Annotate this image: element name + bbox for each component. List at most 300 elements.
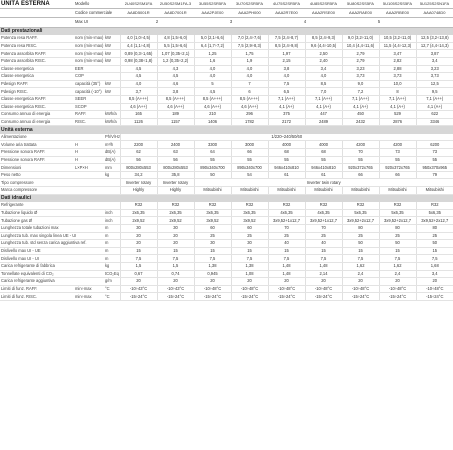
cell-value: 50 [342, 240, 379, 248]
cell-value: 15 [157, 247, 194, 255]
cell-value: 55 [416, 156, 453, 164]
merged-value: Inverter twin rotary [194, 179, 453, 187]
row-label: Classe energetica [0, 73, 74, 81]
cell-value: 30 [194, 240, 231, 248]
cell-value: 25 [194, 232, 231, 240]
row-unit: SEER [74, 95, 104, 103]
cell-value: 3x9,52+2x12,7 [379, 217, 416, 225]
cell-value: 2432 [342, 118, 379, 126]
cell-value: 7,5 [268, 255, 305, 263]
code-row [0, 9, 453, 18]
row-unit [74, 179, 104, 187]
row-label: Dislivello max UI - UE [0, 247, 74, 255]
cell-value: 61 [268, 171, 305, 179]
cell-value: 1,5 [120, 262, 157, 270]
table-row [0, 111, 453, 119]
cell-value: 2x9,52 [157, 217, 194, 225]
cell-value: 6200 [416, 141, 453, 149]
cell-value: -10÷48°C [342, 285, 379, 293]
cell-value: 3,4 [305, 65, 342, 73]
table-row [0, 134, 453, 141]
cell-value: 3,47 [379, 50, 416, 58]
cell-value: 1,08 [231, 270, 268, 278]
table-row [0, 156, 453, 164]
cell-value: -10÷48°C [194, 285, 231, 293]
cell-value: -15÷24°C [305, 293, 342, 301]
cell-value: -15÷24°C [231, 293, 268, 301]
header-value: 4U85S2SR5FA [305, 0, 342, 9]
table-row [0, 149, 453, 157]
cell-value: 68 [305, 149, 342, 157]
cell-value: 20 [194, 278, 231, 286]
table-row [0, 285, 453, 293]
row-unit-2: m [104, 240, 120, 248]
cell-value: 2172 [268, 118, 305, 126]
cell-value: 4,1 (A+) [379, 103, 416, 111]
row-label: Pdesign RISC. [0, 88, 74, 96]
cell-value: 2,50 [305, 50, 342, 58]
row-unit-2: m [104, 255, 120, 263]
cell-value: -15÷24°C [194, 293, 231, 301]
row-unit: RISC. [74, 118, 104, 126]
cell-value: 20 [379, 278, 416, 286]
header-value: AAA2PJE00 [194, 9, 231, 18]
cell-value: 7,0 (2,4÷7,6) [231, 35, 268, 42]
row-unit-2 [104, 73, 120, 81]
cell-value: 55 [231, 156, 268, 164]
cell-value: 15 [416, 247, 453, 255]
row-label: Potenza resa RISC. [0, 42, 74, 50]
cell-value: 946x410x810 [268, 164, 305, 172]
cell-value: R32 [342, 202, 379, 209]
cell-value: 20 [120, 232, 157, 240]
cell-value: -15÷24°C [120, 293, 157, 301]
cell-value: 2489 [305, 118, 342, 126]
cell-value: 15 [305, 247, 342, 255]
cell-value: 5,0 (2,1÷6,6) [194, 35, 231, 42]
cell-value: 189 [157, 111, 194, 119]
cell-value: 12,5 [416, 80, 453, 88]
cell-value: 3x9,52+2x12,7 [416, 217, 453, 225]
cell-value: 1,68 [416, 262, 453, 270]
cell-value: 6,4 (1,7÷7,2) [194, 42, 231, 50]
table-row [0, 278, 453, 286]
cell-value: 3,7 [120, 88, 157, 96]
row-label: Limiti di funz. RAFF. [0, 285, 74, 293]
cell-value: 12,7 (4,4÷14,3) [416, 42, 453, 50]
cell-value: 950x370x965 [416, 164, 453, 172]
cell-value: 3x6,35 [194, 209, 231, 217]
cell-value: 7,5 [157, 255, 194, 263]
row-unit: min÷max [74, 293, 104, 301]
table-row [0, 270, 453, 278]
cell-value: 60 [231, 225, 268, 233]
cell-value: 20 [120, 240, 157, 248]
cell-value: 80 [379, 225, 416, 233]
row-label: Pressione sonora RAFF. [0, 149, 74, 157]
row-unit [74, 247, 104, 255]
cell-value: 4x6,35 [305, 209, 342, 217]
cell-value: 7,1 (A++) [305, 95, 342, 103]
row-label: Tubazione liquido Ø [0, 209, 74, 217]
cell-value: 10,0 [379, 80, 416, 88]
table-row [0, 73, 453, 81]
cell-value: Mitsubishi [416, 187, 453, 195]
cell-value: 4,6 (A++) [120, 103, 157, 111]
cell-value: 20 [120, 278, 157, 286]
row-unit-2 [104, 202, 120, 209]
table-row [0, 103, 453, 111]
row-unit [74, 187, 104, 195]
cell-value: 4,5 [157, 73, 194, 81]
row-unit-2: g/m [104, 278, 120, 286]
row-unit-2: kW [104, 50, 120, 58]
row-unit-2: kW [104, 57, 120, 65]
row-label: Carica refrigerante di fabbrica [0, 262, 74, 270]
cell-value: 55 [379, 156, 416, 164]
cell-value: 80 [416, 225, 453, 233]
cell-value: 4,8 (1,5÷6,0) [157, 35, 194, 42]
cell-value: 5 [194, 80, 231, 88]
cell-value: 1,6 [194, 57, 231, 65]
cell-value: 920x372x765 [342, 164, 379, 172]
cell-value: 15 [379, 247, 416, 255]
row-unit-2 [104, 95, 120, 103]
cell-value: 529 [379, 111, 416, 119]
cell-value: 450 [342, 111, 379, 119]
row-label: Tipo compressore [0, 179, 74, 187]
cell-value: 1,97 [268, 50, 305, 58]
cell-value: 7,2 [342, 88, 379, 96]
blank-cell [0, 18, 74, 27]
cell-value: 3,23 [416, 65, 453, 73]
row-label: Alimentazione [0, 134, 74, 141]
cell-value: 66 [379, 171, 416, 179]
table-row [0, 80, 453, 88]
unit-title: UNITÀ ESTERNA [0, 0, 74, 9]
cell-value: 622 [416, 111, 453, 119]
row-unit-2: dB(A) [104, 156, 120, 164]
row-unit-2: kW [104, 35, 120, 42]
cell-value: 1,38 [194, 262, 231, 270]
cell-value: -10÷48°C [231, 285, 268, 293]
row-label: Lunghezza tub. std senza carica aggiuntiva ref. [1, 240, 87, 246]
cell-value: 165 [120, 111, 157, 119]
table-row [0, 247, 453, 255]
max-ui-value: 2 [120, 18, 194, 27]
cell-value: 8,5 [305, 80, 342, 88]
cell-value: 1126 [120, 118, 157, 126]
cell-value: 4,3 [157, 65, 194, 73]
header-value: AAA2RSE00 [305, 9, 342, 18]
cell-value: R32 [231, 202, 268, 209]
cell-value: 2,15 [268, 57, 305, 65]
row-label: Consumo annuo di energia [0, 118, 74, 126]
header-label: Codice commerciale [74, 9, 120, 18]
row-unit: capacità (-10°) [74, 88, 104, 96]
cell-value: 15 [194, 247, 231, 255]
cell-value: 1,62 [379, 262, 416, 270]
table-row [0, 95, 453, 103]
row-label: Lunghezza totale tubazioni max [0, 225, 74, 233]
table-row [0, 217, 453, 225]
table-row [0, 164, 453, 172]
cell-value: 30 [231, 240, 268, 248]
cell-value: -10÷48°C [305, 285, 342, 293]
header-value: AAA0748D0 [416, 9, 453, 18]
cell-value: 2876 [379, 118, 416, 126]
row-unit: nom (min÷max) [75, 50, 104, 56]
row-label: Consumo annuo di energia [0, 111, 74, 119]
table-row [0, 118, 453, 126]
row-unit [74, 278, 104, 286]
table-row [0, 179, 453, 187]
cell-value: 20 [157, 278, 194, 286]
row-unit: H [74, 141, 104, 149]
header-value: 5U80S2SS5FA [342, 0, 379, 9]
cell-value: 34,2 [120, 171, 157, 179]
cell-value: 3,87 [416, 50, 453, 58]
cell-value: 8 [379, 88, 416, 96]
cell-value: 25 [231, 232, 268, 240]
cell-value: 2x9,52 [120, 217, 157, 225]
row-unit-2: kg [104, 262, 120, 270]
cell-value: 1,38 [231, 262, 268, 270]
cell-value: 79 [416, 171, 453, 179]
row-label: Potenza assorbita RAFF. [0, 50, 74, 58]
cell-value: 6,5 [268, 88, 305, 96]
row-unit-2: dB(A) [104, 149, 120, 157]
cell-value: 2x6,35 [120, 209, 157, 217]
cell-value: 0,67 [120, 270, 157, 278]
cell-value: R32 [416, 202, 453, 209]
cell-value: 7,5 [342, 255, 379, 263]
header-value: 5U125S2SN1FA [416, 0, 453, 9]
section-header [0, 126, 453, 134]
row-unit: EER [74, 65, 104, 73]
section-title: Unità esterna [0, 126, 453, 134]
cell-value: -10÷43°C [120, 285, 157, 293]
section-header [0, 27, 453, 35]
row-unit: H [74, 149, 104, 157]
table-row [0, 35, 453, 42]
cell-value: 73 [416, 149, 453, 157]
cell-value: 20 [157, 232, 194, 240]
cell-value: 4000 [305, 141, 342, 149]
cell-value: 3x9,52+1x12,7 [268, 217, 305, 225]
cell-value: 5x6,35 [416, 209, 453, 217]
row-unit-2: kW [104, 42, 120, 50]
row-label: Dislivello max UI - UI [0, 255, 74, 263]
cell-value: R32 [305, 202, 342, 209]
header-value: AAA2RAE00 [342, 9, 379, 18]
row-label: Potenza assorbita RISC. [0, 57, 74, 65]
cell-value: 4,6 (A++) [231, 103, 268, 111]
cell-value: 25 [268, 232, 305, 240]
cell-value: 4,6 (A++) [157, 103, 194, 111]
cell-value: 64 [194, 149, 231, 157]
cell-value: -15÷24°C [268, 293, 305, 301]
cell-value: 62 [120, 149, 157, 157]
cell-value: 4,5 [120, 73, 157, 81]
cell-value: R32 [268, 202, 305, 209]
cell-value: 3,73 [379, 73, 416, 81]
table-row [0, 262, 453, 270]
table-row [0, 171, 453, 179]
cell-value: 35,8 [157, 171, 194, 179]
cell-value: 4,0 [120, 80, 157, 88]
cell-value: 1,25 [194, 50, 231, 58]
cell-value: -10÷48°C [379, 285, 416, 293]
cell-value: 7,1 (A++) [268, 95, 305, 103]
row-unit [74, 270, 104, 278]
cell-value: 56 [157, 156, 194, 164]
cell-value: 15 [342, 247, 379, 255]
cell-value: 4,0 (1,0÷4,5) [120, 35, 157, 42]
row-label: Tonnellate equivalenti di CO₂ [0, 270, 74, 278]
header-value: 4U75S2SR5FA [268, 0, 305, 9]
cell-value: 1,9 [231, 57, 268, 65]
table-row [0, 65, 453, 73]
row-unit-2 [104, 103, 120, 111]
cell-value: 50 [194, 171, 231, 179]
cell-value: 7,1 (A++) [342, 95, 379, 103]
row-unit-2: °C [104, 293, 120, 301]
cell-value: 2200 [120, 141, 157, 149]
section-title: Dati prestazionali [0, 27, 453, 35]
row-unit [74, 134, 104, 141]
cell-value: 375 [268, 111, 305, 119]
row-unit-2: kW [104, 88, 120, 96]
cell-value: -10÷43°C [157, 285, 194, 293]
cell-value: Mitsubishi [194, 187, 231, 195]
blank-cell [416, 18, 453, 27]
cell-value: 9,5 [416, 88, 453, 96]
cell-value: 1,48 [268, 262, 305, 270]
cell-value: 25 [379, 232, 416, 240]
cell-value: 54 [231, 171, 268, 179]
table-row [0, 255, 453, 263]
row-label: Lunghezza tub. max singola linea UE - UI [1, 232, 77, 238]
cell-value: 7,0 [305, 88, 342, 96]
cell-value: 63 [157, 149, 194, 157]
row-unit-2: m³/h [104, 141, 120, 149]
cell-value: 20 [268, 278, 305, 286]
cell-value: 4200 [379, 141, 416, 149]
cell-value: 1,48 [305, 262, 342, 270]
row-unit [74, 171, 104, 179]
row-unit-2 [104, 65, 120, 73]
cell-value: 1,62 [342, 262, 379, 270]
max-ui-label: Max UI [74, 18, 120, 27]
table-row [0, 88, 453, 96]
cell-value: 0,74 [157, 270, 194, 278]
cell-value: 2,79 [342, 50, 379, 58]
row-unit-2: tCO₂Eq [105, 270, 119, 276]
cell-value: R32 [120, 202, 157, 209]
cell-value: Mitsubishi [231, 187, 268, 195]
cell-value: 1157 [157, 118, 194, 126]
table-row [0, 57, 453, 65]
cell-value: 8,5 (A+++) [194, 95, 231, 103]
table-row [0, 202, 453, 209]
blank-cell [0, 9, 74, 18]
cell-value: 20 [231, 278, 268, 286]
cell-value: 3000 [231, 141, 268, 149]
row-unit: nom (min÷max) [75, 43, 104, 48]
cell-value: 73 [379, 149, 416, 157]
cell-value: 4,1 (A+) [305, 103, 342, 111]
header-value: 5U105S2SS5FA [379, 0, 416, 9]
cell-value: 2,4 [379, 270, 416, 278]
cell-value: 1,07 (0,35÷2,1) [157, 50, 194, 58]
row-label: Limiti di funz. RISC. [0, 293, 74, 301]
cell-value: 7 [231, 80, 268, 88]
row-unit [74, 217, 104, 225]
row-unit-2: kg [104, 171, 120, 179]
cell-value: 3,8 [157, 88, 194, 96]
cell-value: 4,1 (A+) [416, 103, 453, 111]
cell-value: R32 [157, 202, 194, 209]
cell-value: 7,5 (2,9÷8,3) [231, 42, 268, 50]
cell-value: 9,6 (4,4÷10,5) [305, 42, 342, 50]
cell-value: 4,6 (A++) [194, 103, 231, 111]
cell-value: 296 [231, 111, 268, 119]
row-unit: H [74, 156, 104, 164]
cell-value: Mitsubishi [268, 187, 305, 195]
table-row [0, 225, 453, 233]
cell-value: 70 [342, 149, 379, 157]
cell-value: 1,48 [268, 270, 305, 278]
cell-value: 800x280x553 [157, 164, 194, 172]
cell-value: 3300 [194, 141, 231, 149]
header-value: AA8D5001R [120, 9, 157, 18]
cell-value: 20 [342, 278, 379, 286]
cell-value: 10,5 (3,2÷11,0) [379, 35, 416, 42]
cell-value: 8,5 (A+++) [157, 95, 194, 103]
cell-value: 920x372x765 [379, 164, 416, 172]
header-value: 3U70S2SR5FA [231, 0, 268, 9]
row-unit-2: °C [104, 285, 120, 293]
cell-value: 3,4 [416, 57, 453, 65]
cell-value: 50 [379, 240, 416, 248]
cell-value: 25 [305, 232, 342, 240]
max-ui-value: 5 [342, 18, 416, 27]
cell-value: -10÷48°C [268, 285, 305, 293]
row-label: Classe energetica [0, 65, 74, 73]
cell-value: 56 [120, 156, 157, 164]
row-label: Refrigerante [0, 202, 74, 209]
cell-value: 2,79 [342, 57, 379, 65]
row-unit: COP [74, 73, 104, 81]
table-row [0, 187, 453, 195]
row-label: Potenza resa RAFF. [0, 35, 74, 42]
merged-value: 1/220–240/50/60 [120, 134, 453, 141]
cell-value: 55 [268, 156, 305, 164]
row-unit-2: mm [104, 164, 120, 172]
cell-value: 25 [416, 232, 453, 240]
row-unit [74, 232, 104, 240]
header-value: AAA2R7E00 [268, 9, 305, 18]
row-unit-2: m [104, 247, 120, 255]
cell-value: 7,5 [120, 255, 157, 263]
cell-value: 1406 [194, 118, 231, 126]
cell-value: 15 [231, 247, 268, 255]
cell-value: 7,5 [268, 80, 305, 88]
cell-value: 7,5 [194, 255, 231, 263]
cell-value: Mitsubishi [342, 187, 379, 195]
cell-value: 80 [342, 225, 379, 233]
